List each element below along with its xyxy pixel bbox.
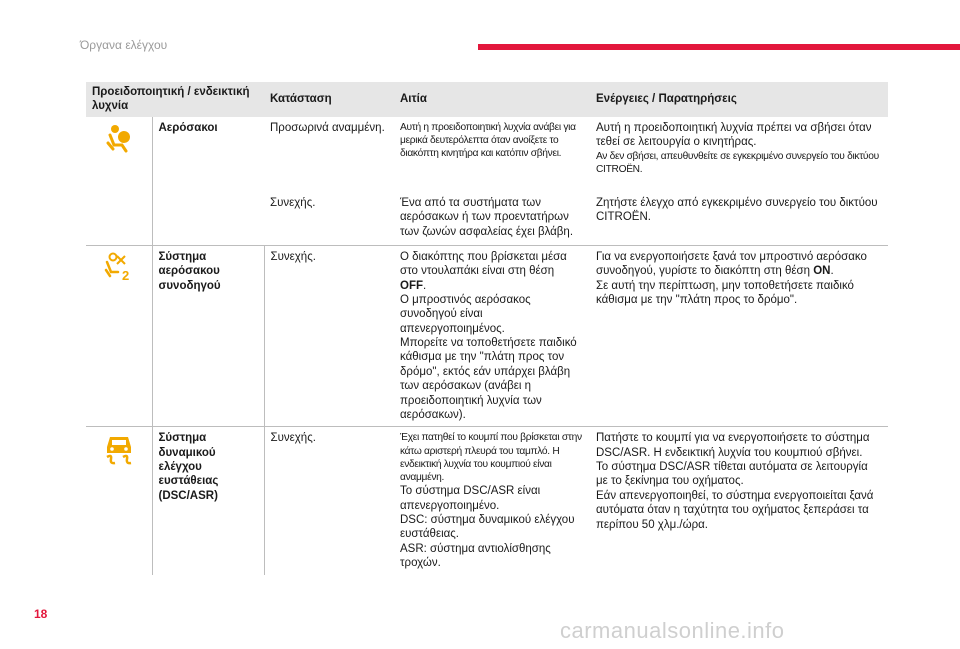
dsc-skid-icon: [92, 433, 146, 467]
airbag-action-1-note: Αν δεν σβήσει, απευθυνθείτε σε εγκεκριμένο συνεργείο του δικτύου CITROËN.: [596, 150, 879, 175]
passenger-cause-off: OFF: [400, 279, 423, 292]
dsc-name: Σύστημα δυναμικού ελέγχου ευστάθειας (DSC/ASR): [152, 427, 264, 576]
dsc-cause: [394, 427, 590, 576]
passenger-action-on: ON: [813, 265, 831, 278]
dsc-action-auto: Το σύστημα DSC/ASR τίθεται αυτόματα σε λειτουργία με το ξεκίνημα του οχήματος.: [596, 461, 868, 488]
table-row: [86, 427, 888, 576]
passenger-cause-text: Ο διακόπτης που βρίσκεται μέσα στο ντουλαπάκι είναι στη θέση: [400, 250, 567, 278]
passenger-airbag-action: [590, 245, 888, 427]
airbag-action-1-text: Αυτή η προειδοποιητική λυχνία πρέπει να σβήσει όταν τεθεί σε λειτουργία ο κινητήρας.: [596, 121, 872, 149]
airbag-state-1: Προσωρινά αναμμένη.: [270, 121, 385, 134]
passenger-airbag-icon-cell: [86, 245, 152, 427]
warning-lights-table: [86, 82, 888, 575]
dsc-state: Συνεχής.: [264, 427, 394, 576]
airbag-cause-1: Αυτή η προειδοποιητική λυχνία ανάβει για μερικά δευτερόλεπτα όταν ανοίξετε το διακόπτη κινητήρα και κατόπιν σβήνει.: [400, 121, 576, 160]
table-row: [86, 117, 888, 182]
table-row: [86, 245, 888, 427]
column-header-actions: Ενέργειες / Παρατηρήσεις: [590, 82, 888, 117]
svg-text:2: 2: [121, 267, 129, 282]
passenger-airbag-name: Σύστημα αερόσακου συνοδηγού: [152, 245, 264, 427]
passenger-airbag-off-icon: [92, 252, 146, 282]
airbag-warning-icon: [92, 123, 146, 153]
dsc-cause-button: Έχει πατηθεί το κουμπί που βρίσκεται στην κάτω αριστερή πλευρά του ταμπλό. Η ενδεικτική λυχνία του κουμπιού είναι αναμμένη.: [400, 432, 582, 483]
section-title: Όργανα ελέγχου: [80, 38, 168, 52]
dsc-icon-cell: [86, 427, 152, 576]
page-number: 18: [34, 607, 48, 621]
passenger-cause-switch: [400, 250, 584, 293]
airbag-state-2: Συνεχής.: [270, 196, 316, 209]
passenger-cause-disabled: Ο μπροστινός αερόσακος συνοδηγού είναι απενεργοποιημένος.: [400, 293, 531, 335]
passenger-cause-childseat: Μπορείτε να τοποθετήσετε παιδικό κάθισμα με την "πλάτη προς τον δρόμο", εκτός εάν υπάρχει βλάβη των αερόσακων (ανάβει η προειδοποιητική λυχνία των αερόσακων).: [400, 337, 577, 421]
dsc-action-press: Πατήστε το κουμπί για να ενεργοποιήσετε το σύστημα DSC/ASR. Η ενδεικτική λυχνία του κουμπιού σβήνει.: [596, 432, 870, 459]
passenger-airbag-cause: [394, 245, 590, 427]
passenger-action-period: .: [830, 265, 834, 278]
table-header-row: [86, 82, 888, 117]
dsc-action-reenable: Εάν απενεργοποιηθεί, το σύστημα ενεργοποιείται ξανά αυτόματα όταν η ταχύτητα του οχήματος ξεπεράσει τα περίπου 50 χλμ./ώρα.: [596, 489, 874, 531]
dsc-cause-asr-def: ASR: σύστημα αντιολίσθησης τροχών.: [400, 542, 551, 570]
airbag-icon-cell: [86, 117, 152, 246]
column-header-lamp: Προειδοποιητική / ενδεικτική λυχνία: [86, 82, 264, 117]
airbag-action-1: [590, 117, 888, 182]
dsc-action: [590, 427, 888, 576]
passenger-action-text: Για να ενεργοποιήσετε ξανά τον μπροστινό αερόσακο συνοδηγού, γυρίστε το διακόπτη στη θέση: [596, 250, 867, 278]
column-header-state: Κατάσταση: [264, 82, 394, 117]
passenger-airbag-state: Συνεχής.: [264, 245, 394, 427]
passenger-action-reenable: [596, 250, 882, 279]
airbag-name: Αερόσακοι: [158, 121, 218, 134]
dsc-cause-dsc-def: DSC: σύστημα δυναμικού ελέγχου ευστάθειας.: [400, 514, 575, 541]
passenger-cause-period: .: [423, 279, 427, 292]
airbag-cause-2: Ένα από τα συστήματα των αερόσακων ή των προεντατήρων των ζωνών ασφαλείας έχει βλάβη.: [400, 196, 574, 238]
airbag-action-2: Ζητήστε έλεγχο από εγκεκριμένο συνεργείο του δικτύου CITROËN.: [596, 196, 878, 224]
header-accent-bar: [478, 44, 960, 50]
column-header-cause: Αιτία: [394, 82, 590, 117]
watermark: carmanualsonline.info: [560, 618, 785, 643]
passenger-action-warning: Σε αυτή την περίπτωση, μην τοποθετήσετε παιδικό κάθισμα με την "πλάτη προς το δρόμο".: [596, 279, 854, 306]
dsc-cause-disabled: Το σύστημα DSC/ASR είναι απενεργοποιημένο.: [400, 485, 541, 512]
